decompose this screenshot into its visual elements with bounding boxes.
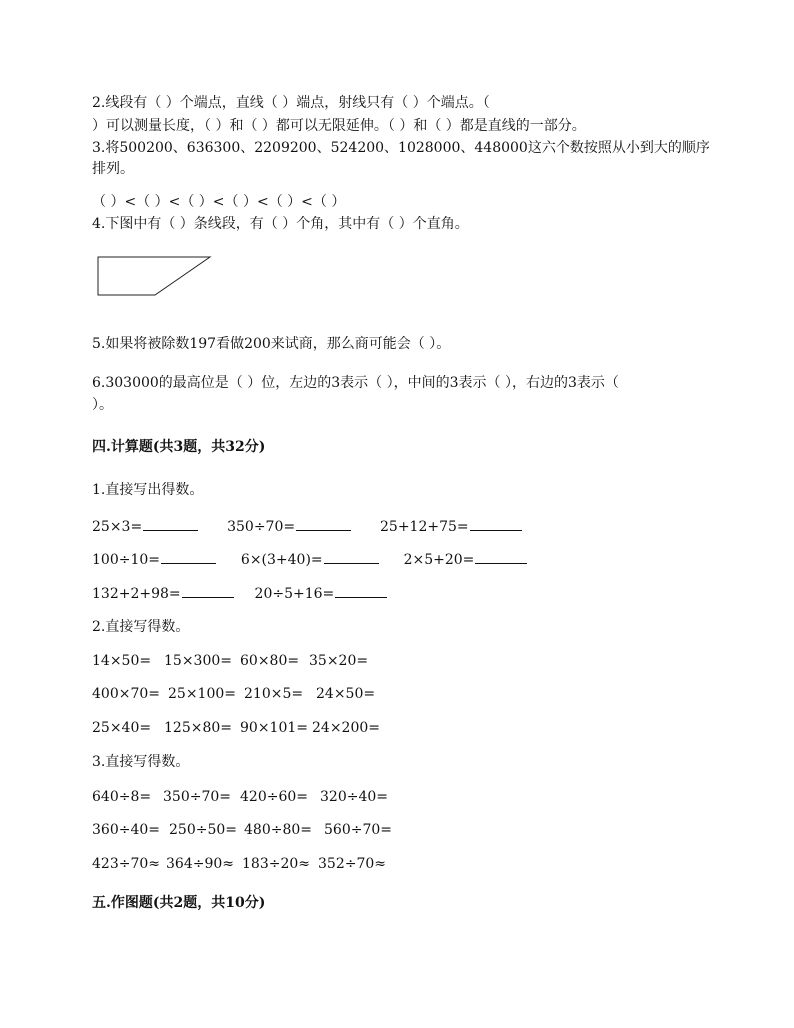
section4-title: 四.计算题(共3题，共32分) bbox=[92, 439, 266, 455]
p3-r3-e1: 423÷70≈ bbox=[92, 856, 160, 872]
p1-r1-e3: 25+12+75= bbox=[380, 519, 469, 535]
q5-text: 5.如果将被除数197看做200来试商，那么商可能会（ ）。 bbox=[92, 336, 451, 352]
answer-blank[interactable] bbox=[182, 583, 234, 598]
p3-r3-e3: 183÷20≈ bbox=[242, 856, 310, 872]
q3-line1: 3.将500200、636300、2209200、524200、1028000、448000这六个数按照从小到大的顺序 bbox=[92, 140, 710, 156]
answer-blank[interactable] bbox=[296, 516, 351, 531]
p2-row1 bbox=[92, 651, 368, 671]
p1-r1-e2: 350÷70= bbox=[227, 519, 296, 535]
p2-r2-e4: 24×50= bbox=[316, 686, 376, 702]
p3-row3 bbox=[92, 854, 386, 874]
p2-r1-e2: 15×300= bbox=[164, 653, 232, 669]
p2-r3-e4: 24×200= bbox=[312, 720, 380, 736]
p3-r2-e2: 250÷50= bbox=[169, 822, 237, 838]
p2-r2-e3: 210×5= bbox=[244, 686, 304, 702]
p3-row2 bbox=[92, 820, 392, 840]
p1-r2-e1: 100÷10= bbox=[92, 552, 160, 568]
p2-row2 bbox=[92, 684, 375, 704]
p2-r3-e1: 25×40= bbox=[92, 720, 152, 736]
p2-r3-e3: 90×101= bbox=[240, 720, 308, 736]
q2-line2: ）可以测量长度，（ ）和（ ）都可以无限延伸。（ ）和（ ）都是直线的一部分。 bbox=[92, 118, 586, 134]
p3-r2-e1: 360÷40= bbox=[92, 822, 160, 838]
answer-blank[interactable] bbox=[470, 516, 522, 531]
p3-r1-e4: 320÷40= bbox=[320, 789, 388, 805]
q4-text: 4.下图中有（ ）条线段，有（ ）个角，其中有（ ）个直角。 bbox=[92, 216, 469, 232]
p1-r1-e1: 25×3= bbox=[92, 519, 143, 535]
p2-row3 bbox=[92, 718, 380, 738]
answer-blank[interactable] bbox=[161, 549, 216, 564]
p1-r3-e1: 132+2+98= bbox=[92, 586, 181, 602]
q6-line1: 6.303000的最高位是（ ）位，左边的3表示（ ），中间的3表示（ ），右边的3表示（ bbox=[92, 375, 619, 391]
p2-title: 2.直接写得数。 bbox=[92, 619, 190, 635]
answer-blank[interactable] bbox=[475, 549, 527, 564]
q6-line2: ）。 bbox=[92, 397, 113, 413]
p1-r2-e3: 2×5+20= bbox=[403, 552, 475, 568]
p3-r1-e2: 350÷70= bbox=[163, 789, 231, 805]
p2-r1-e4: 35×20= bbox=[309, 653, 369, 669]
q3-blanks: （ ）<（ ）<（ ）<（ ）<（ ）<（ ） bbox=[92, 194, 346, 210]
answer-blank[interactable] bbox=[335, 583, 387, 598]
p3-r2-e4: 560÷70= bbox=[324, 822, 392, 838]
p3-r2-e3: 480÷80= bbox=[244, 822, 312, 838]
p3-r1-e1: 640÷8= bbox=[92, 789, 152, 805]
p2-r2-e2: 25×100= bbox=[168, 686, 236, 702]
trapezoid-figure bbox=[95, 254, 215, 299]
p3-r3-e4: 352÷70≈ bbox=[318, 856, 386, 872]
p2-r2-e1: 400×70= bbox=[92, 686, 160, 702]
p3-r3-e2: 364÷90≈ bbox=[166, 856, 234, 872]
p2-r1-e3: 60×80= bbox=[240, 653, 300, 669]
p2-r1-e1: 14×50= bbox=[92, 653, 152, 669]
p1-row3 bbox=[92, 583, 387, 604]
answer-blank[interactable] bbox=[324, 549, 379, 564]
q2-line1: 2.线段有（ ）个端点，直线（ ）端点，射线只有（ ）个端点。（ bbox=[92, 95, 490, 111]
p3-row1 bbox=[92, 787, 388, 807]
p3-r1-e3: 420÷60= bbox=[240, 789, 308, 805]
p1-row2 bbox=[92, 549, 527, 570]
p2-r3-e2: 125×80= bbox=[164, 720, 232, 736]
answer-blank[interactable] bbox=[143, 516, 198, 531]
q3-line2: 排列。 bbox=[92, 161, 134, 177]
p3-title: 3.直接写得数。 bbox=[92, 754, 190, 770]
p1-row1 bbox=[92, 516, 522, 537]
p1-r3-e2: 20÷5+16= bbox=[254, 586, 335, 602]
p1-title: 1.直接写出得数。 bbox=[92, 482, 204, 498]
p1-r2-e2: 6×(3+40)= bbox=[240, 552, 323, 568]
section5-title: 五.作图题(共2题，共10分) bbox=[92, 895, 266, 911]
